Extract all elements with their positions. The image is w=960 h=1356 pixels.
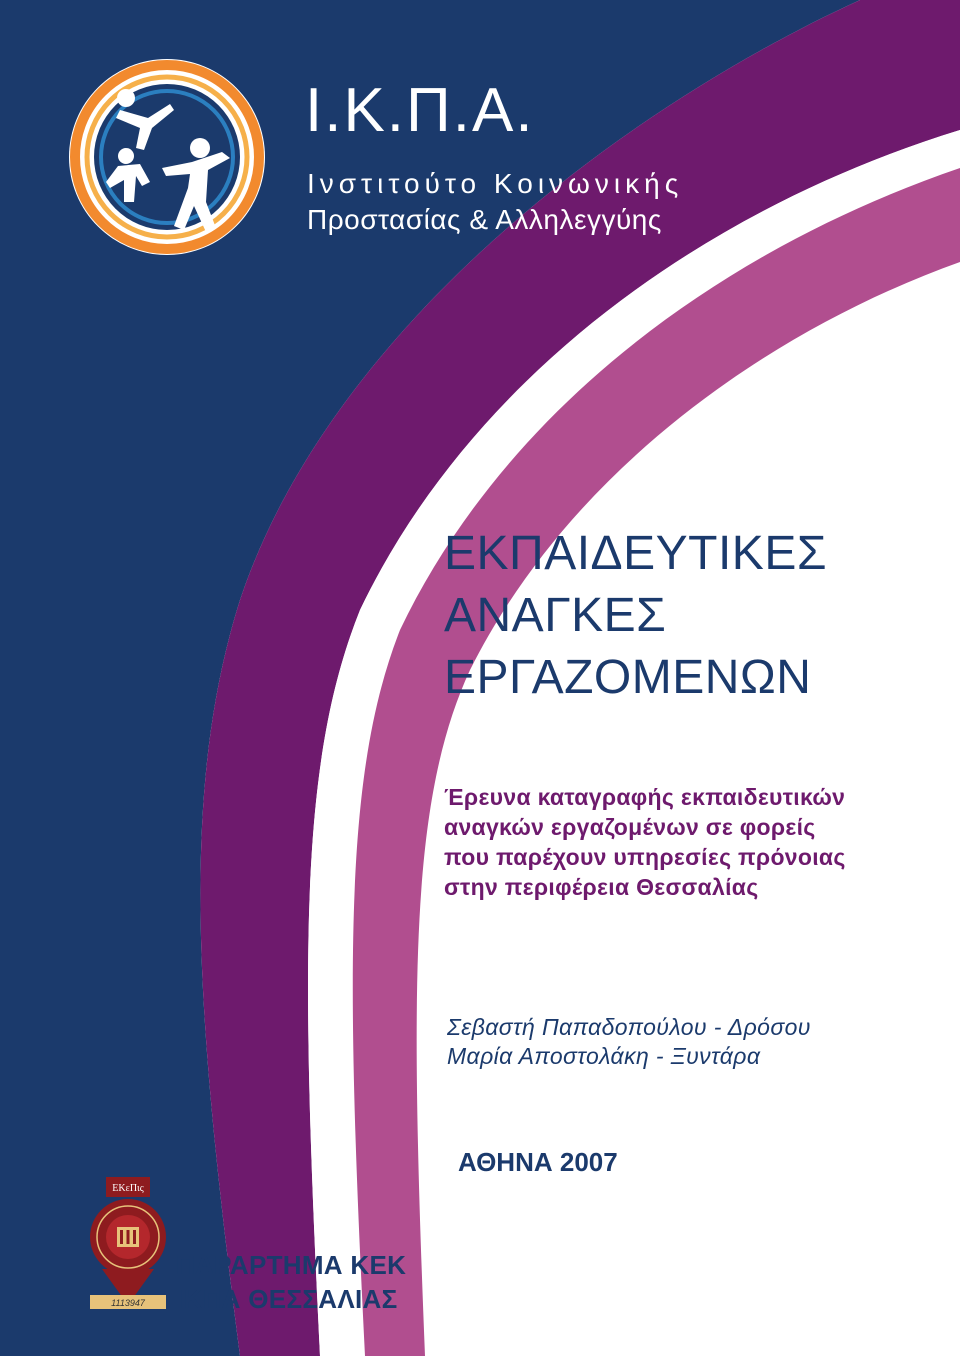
- org-acronym: Ι.Κ.Π.Α.: [305, 76, 535, 145]
- badge-top-text: ΕΚεΠις: [112, 1183, 144, 1194]
- annex-line2: ΙΚΠΑ ΘΕΣΣΑΛΙΑΣ: [176, 1284, 398, 1314]
- annex-line1: ΠΑΡΑΡΤΗΜΑ ΚΕΚ: [176, 1250, 407, 1280]
- author-2: Μαρία Αποστολάκη - Ξυντάρα: [447, 1043, 761, 1069]
- subtitle-line2: αναγκών εργαζομένων σε φορείς: [444, 814, 816, 840]
- document-title-line3: ΕΡΓΑΖΟΜΕΝΩΝ: [444, 651, 812, 704]
- org-name-line2: Προστασίας & Αλληλεγγύης: [307, 204, 662, 235]
- author-1: Σεβαστή Παπαδοπούλου - Δρόσου: [447, 1014, 811, 1040]
- document-title-line1: ΕΚΠΑΙΔΕΥΤΙΚΕΣ: [444, 527, 827, 580]
- subtitle-line4: στην περιφέρεια Θεσσαλίας: [444, 874, 759, 900]
- certification-seal: [84, 1177, 172, 1317]
- ikpa-logo: [62, 52, 272, 262]
- subtitle-line1: Έρευνα καταγραφής εκπαιδευτικών: [444, 784, 846, 810]
- org-name-line1: Ινστιτούτο Κοινωνικής: [307, 168, 684, 199]
- document-title-line2: ΑΝΑΓΚΕΣ: [444, 589, 667, 642]
- badge-cert-number: 1113947: [111, 1298, 145, 1308]
- place-date: ΑΘΗΝΑ 2007: [458, 1147, 618, 1177]
- subtitle-line3: που παρέχουν υπηρεσίες πρόνοιας: [444, 844, 846, 870]
